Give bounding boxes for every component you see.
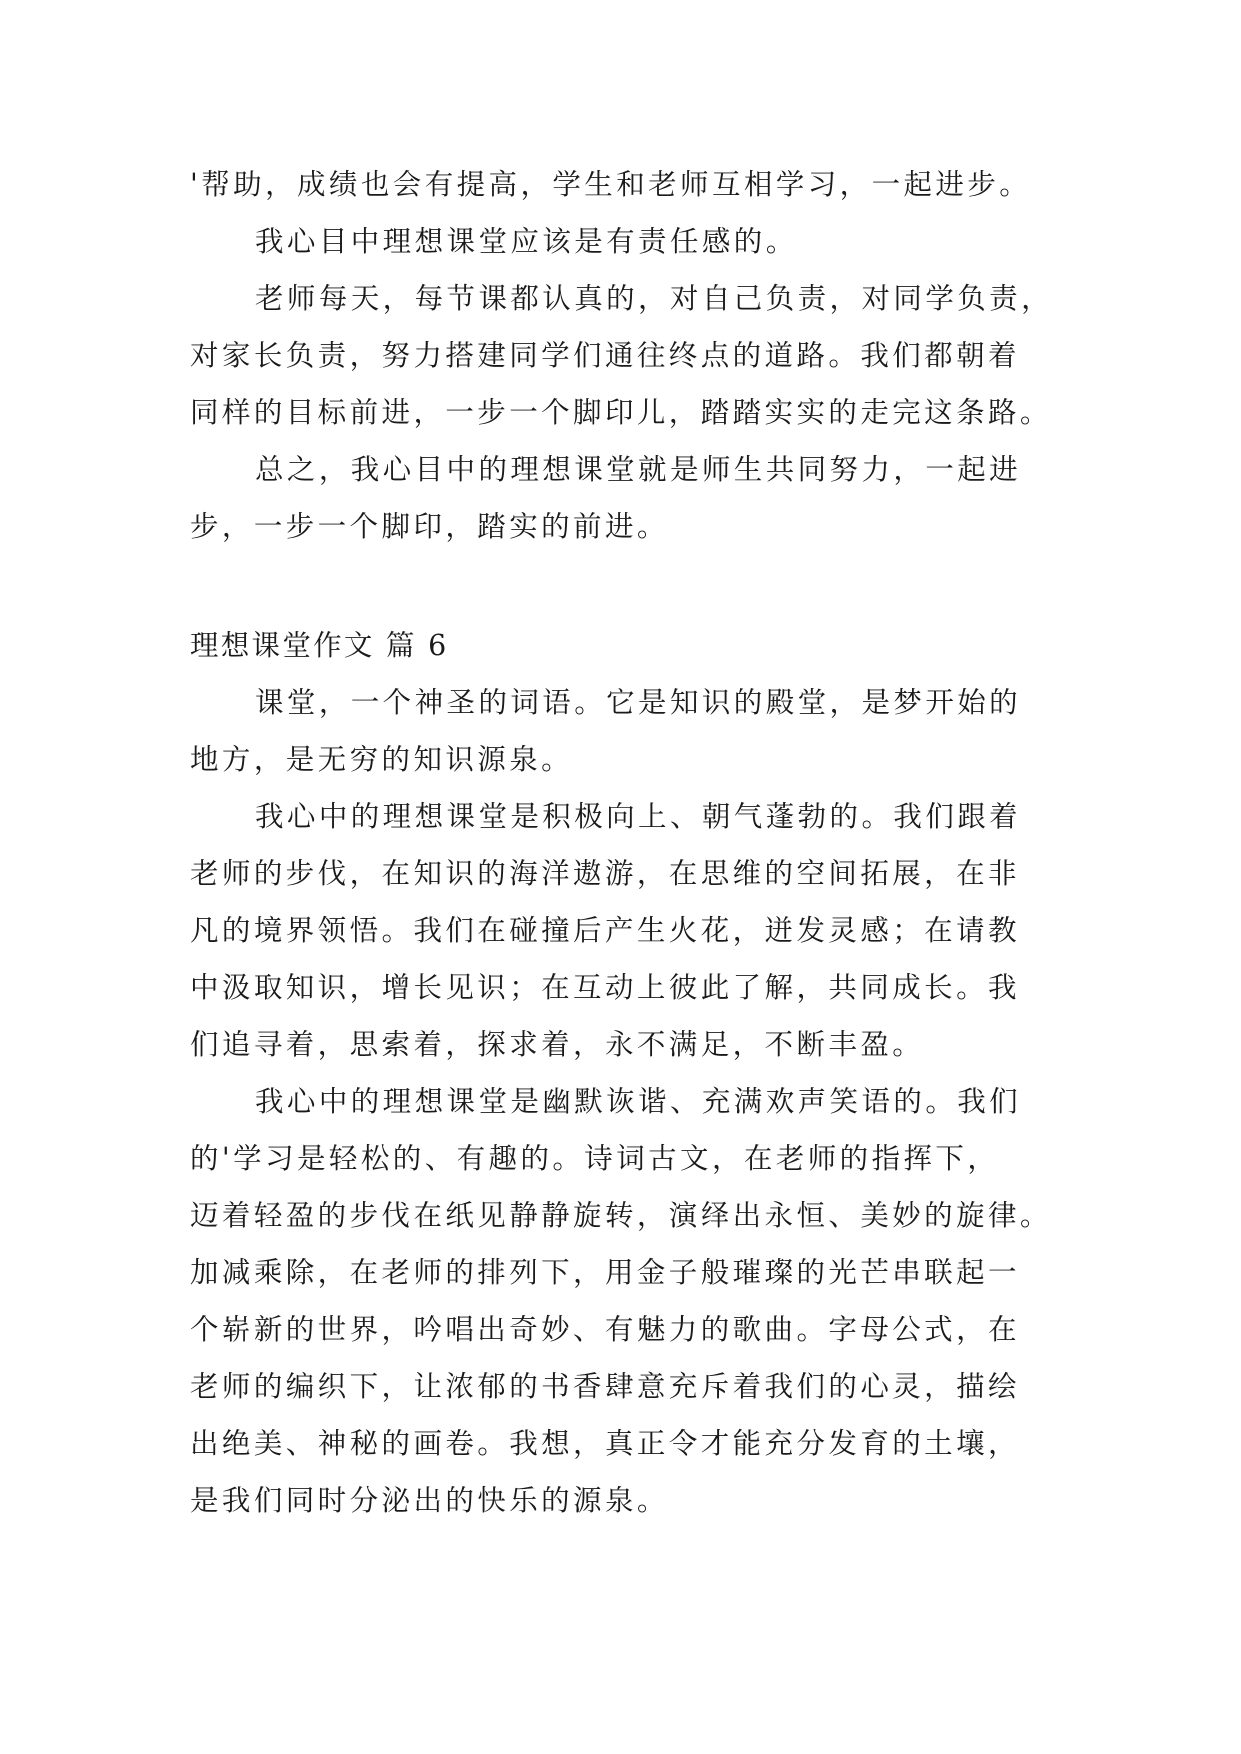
text-line: 老师每天，每节课都认真的，对自己负责，对同学负责， [255, 282, 1054, 315]
text-line: 我心中的理想课堂是幽默诙谐、充满欢声笑语的。我们 [255, 1085, 1022, 1118]
text-line: 出绝美、神秘的画卷。我想，真正令才能充分发育的土壤， [190, 1427, 1020, 1460]
text-line: 老师的编织下，让浓郁的书香肆意充斥着我们的心灵，描绘 [190, 1370, 1020, 1403]
text-line: 凡的境界领悟。我们在碰撞后产生火花，迸发灵感；在请教 [190, 914, 1020, 947]
text-line: 迈着轻盈的步伐在纸见静静旋转，演绎出永恒、美妙的旋律。 [190, 1199, 1052, 1232]
text-line: 课堂，一个神圣的词语。它是知识的殿堂，是梦开始的 [255, 686, 1022, 719]
text-line: 的'学习是轻松的、有趣的。诗词古文，在老师的指挥下， [190, 1142, 1000, 1175]
text-line: '帮助，成绩也会有提高，学生和老师互相学习，一起进步。 [190, 168, 1032, 201]
text-line: 对家长负责，努力搭建同学们通往终点的道路。我们都朝着 [190, 339, 1020, 372]
text-line: 们追寻着，思索着，探求着，永不满足，不断丰盈。 [190, 1028, 925, 1061]
text-line: 同样的目标前进，一步一个脚印儿，踏踏实实的走完这条路。 [190, 396, 1052, 429]
text-line: 我心中的理想课堂是积极向上、朝气蓬勃的。我们跟着 [255, 800, 1022, 833]
text-line: 加减乘除，在老师的排列下，用金子般璀璨的光芒串联起一 [190, 1256, 1020, 1289]
text-line: 我心目中理想课堂应该是有责任感的。 [255, 225, 798, 258]
text-line: 地方，是无穷的知识源泉。 [190, 743, 574, 776]
text-line: 步，一步一个脚印，踏实的前进。 [190, 510, 669, 543]
text-line: 中汲取知识，增长见识；在互动上彼此了解，共同成长。我 [190, 971, 1020, 1004]
text-line: 老师的步伐，在知识的海洋遨游，在思维的空间拓展，在非 [190, 857, 1020, 890]
text-line: 个崭新的世界，吟唱出奇妙、有魅力的歌曲。字母公式，在 [190, 1313, 1020, 1346]
text-line: 是我们同时分泌出的快乐的源泉。 [190, 1484, 669, 1517]
text-line: 总之，我心目中的理想课堂就是师生共同努力，一起进 [255, 453, 1022, 486]
section-heading: 理想课堂作文 篇 6 [190, 629, 449, 662]
